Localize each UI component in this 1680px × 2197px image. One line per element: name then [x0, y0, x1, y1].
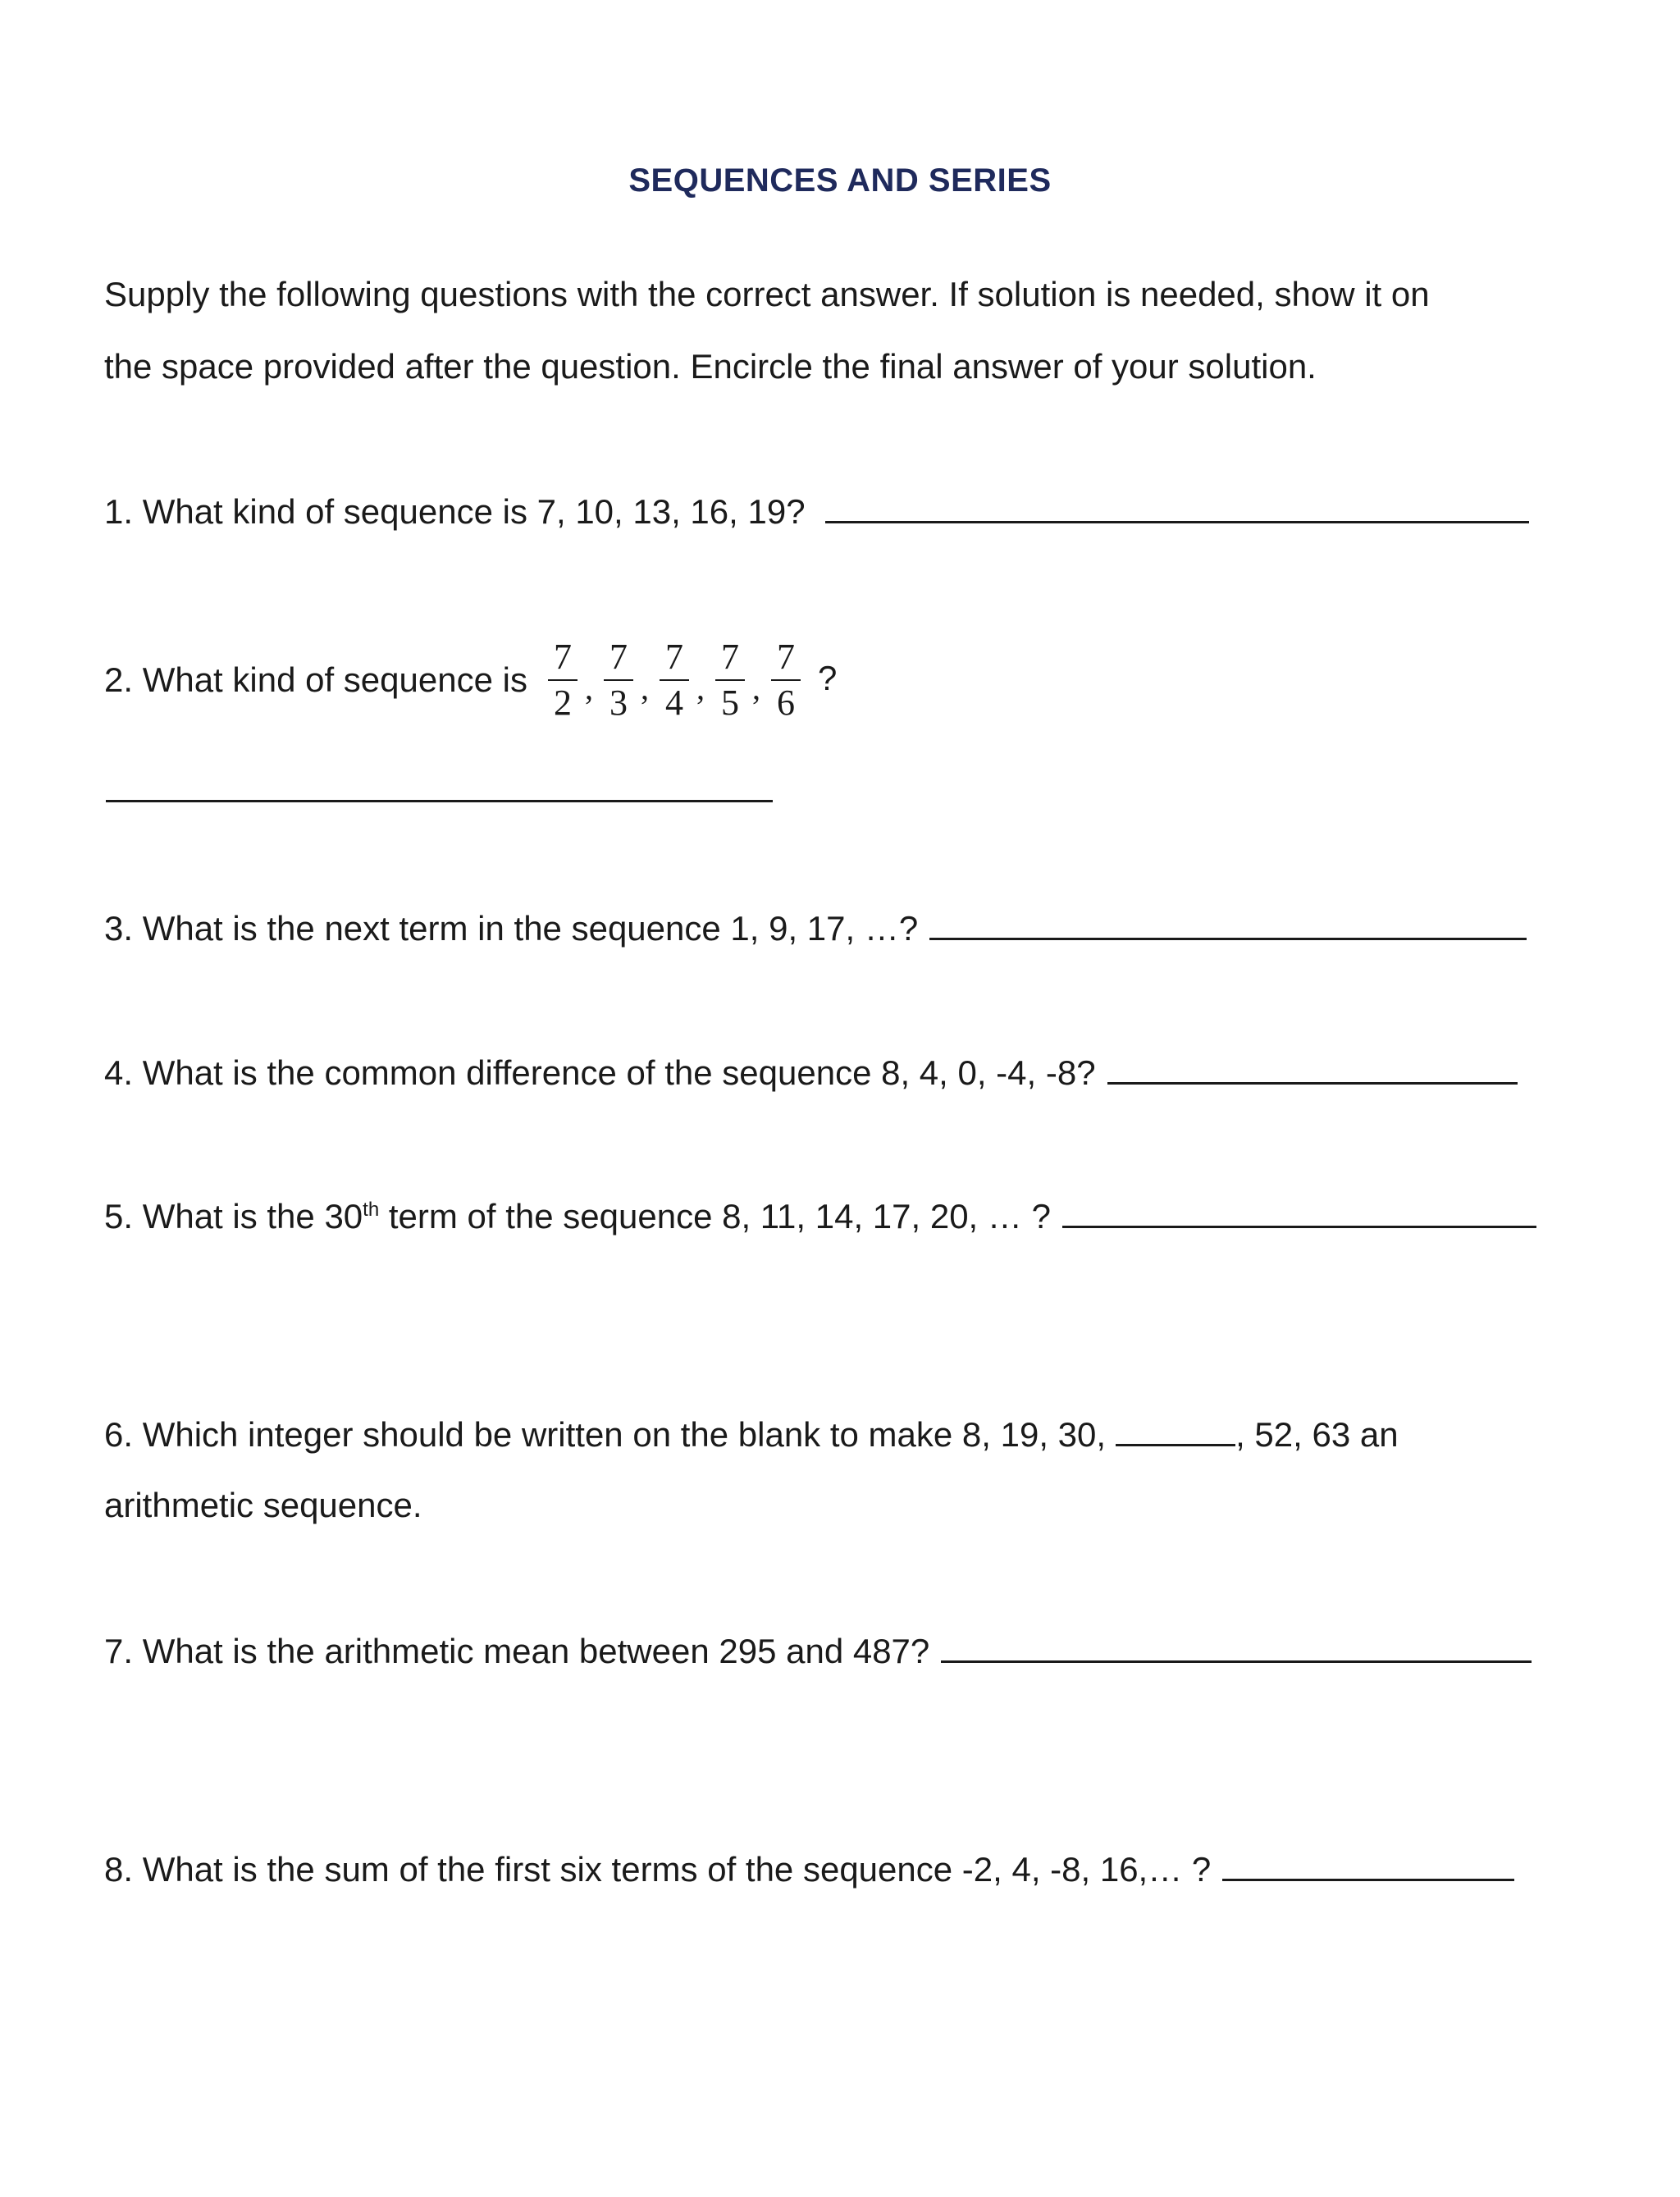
question-5	[104, 1194, 1536, 1237]
comma: ,	[640, 669, 649, 706]
fraction-3	[654, 638, 695, 722]
fraction-5	[765, 638, 806, 722]
question-4-text: 4. What is the common difference of the sequence 8, 4, 0, -4, -8?	[104, 1053, 1096, 1092]
fraction-5-denominator: 6	[776, 683, 795, 723]
fraction-2	[598, 638, 639, 722]
question-2-text: 2. What kind of sequence is	[104, 660, 527, 699]
fraction-1-numerator: 7	[553, 637, 572, 677]
question-7-text: 7. What is the arithmetic mean between 295 and 487?	[104, 1632, 930, 1670]
question-3-text: 3. What is the next term in the sequence 1, 9, 17, …?	[104, 909, 919, 948]
fraction-4-numerator: 7	[720, 637, 739, 677]
page-title: SEQUENCES AND SERIES	[628, 162, 1052, 199]
question-5-text-before: 5. What is the 30	[104, 1197, 363, 1236]
fraction-4-denominator: 5	[720, 683, 739, 723]
question-2	[104, 638, 837, 722]
question-3	[104, 907, 1527, 949]
fraction-2-numerator: 7	[609, 637, 628, 677]
answer-blank-1[interactable]	[825, 490, 1529, 523]
answer-blank-8[interactable]	[1222, 1848, 1514, 1881]
fraction-bar	[771, 679, 801, 681]
answer-blank-2[interactable]	[106, 800, 773, 802]
fraction-5-numerator: 7	[776, 637, 795, 677]
comma: ,	[584, 669, 593, 706]
instructions-line-1: Supply the following questions with the correct answer. If solution is needed, show it on	[104, 275, 1430, 313]
question-6	[104, 1413, 1399, 1455]
comma: ,	[751, 669, 760, 706]
question-6-line-2: arithmetic sequence.	[104, 1486, 422, 1524]
fraction-3-numerator: 7	[664, 637, 683, 677]
fraction-bar	[604, 679, 633, 681]
question-8	[104, 1848, 1514, 1890]
question-4	[104, 1051, 1518, 1094]
question-5-text-after: term of the sequence 8, 11, 14, 17, 20, … ?	[379, 1197, 1051, 1236]
question-8-text: 8. What is the sum of the first six terms of the sequence -2, 4, -8, 16,… ?	[104, 1850, 1212, 1889]
ordinal-superscript: th	[363, 1199, 380, 1221]
fraction-sequence	[542, 638, 837, 722]
question-2-end: ?	[817, 659, 838, 697]
comma: ,	[696, 669, 705, 706]
fraction-1-denominator: 2	[553, 683, 572, 723]
fraction-3-denominator: 4	[664, 683, 683, 723]
question-6-text-after: , 52, 63 an	[1235, 1415, 1399, 1454]
question-6-text-before: 6. Which integer should be written on the blank to make 8, 19, 30,	[104, 1415, 1107, 1454]
fraction-bar	[660, 679, 689, 681]
question-1-text: 1. What kind of sequence is 7, 10, 13, 16, 19?	[104, 492, 806, 531]
fraction-bar	[548, 679, 578, 681]
question-7	[104, 1629, 1532, 1672]
answer-blank-7[interactable]	[941, 1629, 1532, 1663]
answer-blank-6[interactable]	[1116, 1413, 1235, 1446]
answer-blank-3[interactable]	[929, 907, 1527, 940]
fraction-4	[710, 638, 751, 722]
question-1	[104, 490, 1529, 532]
fraction-bar	[715, 679, 745, 681]
answer-blank-4[interactable]	[1107, 1051, 1518, 1085]
answer-blank-5[interactable]	[1062, 1194, 1536, 1228]
instructions-line-2: the space provided after the question. Encircle the final answer of your solution.	[104, 347, 1317, 386]
fraction-1	[542, 638, 583, 722]
fraction-2-denominator: 3	[609, 683, 628, 723]
